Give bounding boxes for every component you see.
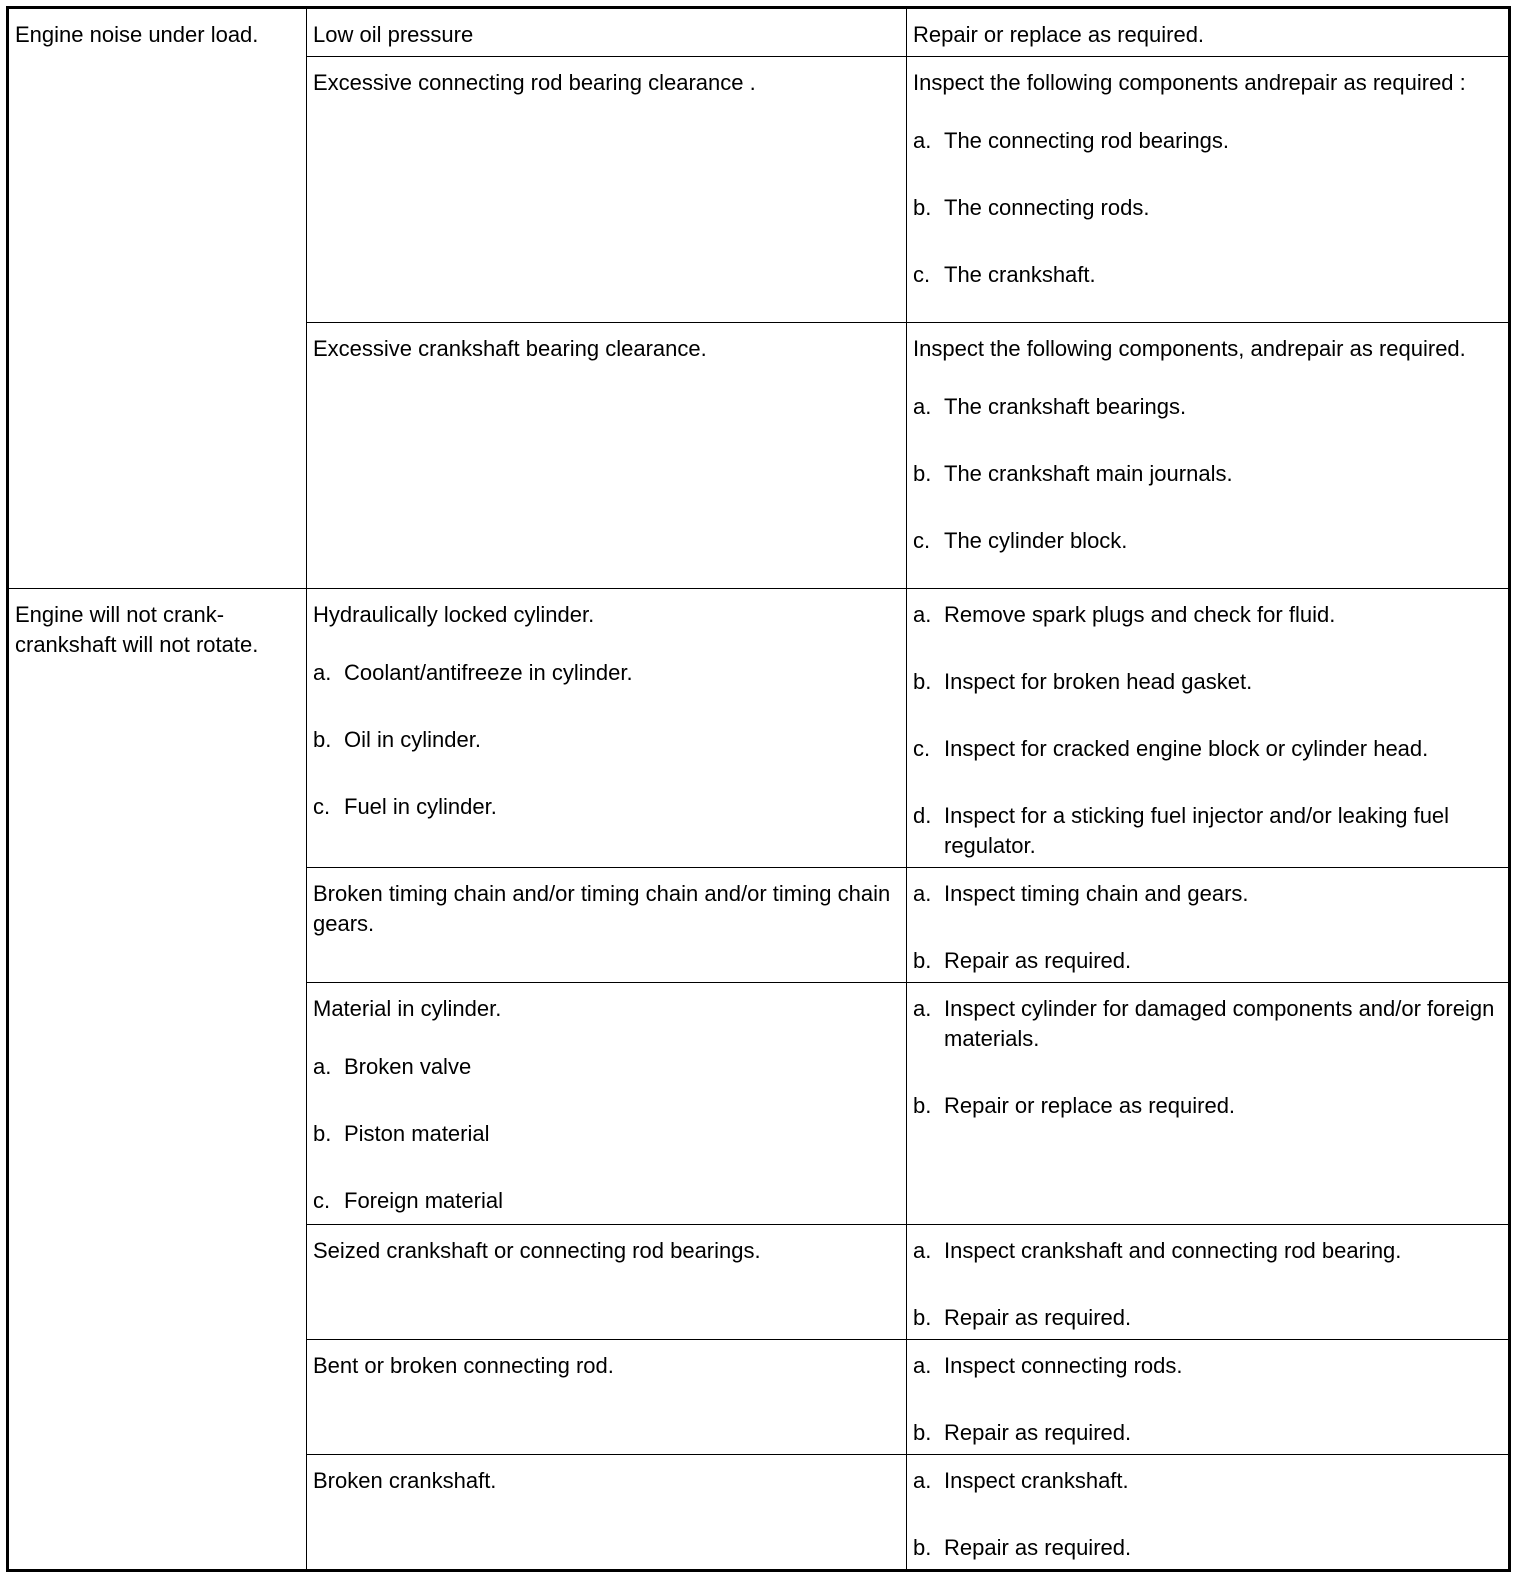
- list-item-text: The crankshaft bearings.: [944, 394, 1187, 419]
- list-marker: b.: [313, 727, 332, 752]
- list-item-text: Inspect for cracked engine block or cylinder head.: [944, 736, 1429, 761]
- action-list: [913, 879, 1502, 976]
- list-item-text: Broken valve: [344, 1054, 472, 1079]
- action-text: Inspect the following components andrepair as required :: [913, 70, 1466, 95]
- list-marker: b.: [913, 461, 932, 486]
- action-cell: [907, 868, 1510, 983]
- list-marker: a.: [913, 996, 932, 1021]
- list-item: [913, 667, 1502, 697]
- action-cell: [907, 1225, 1510, 1340]
- cause-text: Material in cylinder.: [313, 996, 502, 1021]
- cause-text: Broken crankshaft.: [313, 1468, 497, 1493]
- list-item-text: The cylinder block.: [944, 528, 1128, 553]
- list-marker: b.: [913, 1420, 932, 1445]
- action-list: [913, 994, 1502, 1121]
- action-cell: [907, 983, 1510, 1225]
- list-marker: a.: [913, 1353, 932, 1378]
- list-item: [913, 734, 1502, 764]
- list-item: [913, 526, 1502, 556]
- symptom-text: Engine will not crank-crankshaft will not rotate.: [15, 602, 259, 657]
- action-list: [913, 600, 1502, 861]
- diagnosis-table: [6, 6, 1511, 1572]
- list-item: [313, 658, 900, 688]
- list-marker: a.: [913, 1468, 932, 1493]
- cause-cell: [307, 1455, 907, 1571]
- action-list: [913, 1236, 1502, 1333]
- list-item-text: The crankshaft main journals.: [944, 461, 1233, 486]
- list-item-text: Repair or replace as required.: [944, 1093, 1236, 1118]
- table-row: [8, 8, 1510, 57]
- list-marker: c.: [913, 736, 931, 761]
- list-marker: b.: [913, 669, 932, 694]
- list-item: [913, 946, 1502, 976]
- table-row: [8, 589, 1510, 868]
- list-marker: a.: [913, 602, 932, 627]
- action-text: Inspect the following components, andrepair as required.: [913, 336, 1466, 361]
- list-marker: b.: [913, 1305, 932, 1330]
- action-text: Repair or replace as required.: [913, 22, 1205, 47]
- list-item: [913, 1091, 1502, 1121]
- list-item-text: Inspect for broken head gasket.: [944, 669, 1253, 694]
- cause-text: Excessive connecting rod bearing clearance .: [313, 70, 756, 95]
- cause-text: Seized crankshaft or connecting rod bearings.: [313, 1238, 761, 1263]
- list-item: [913, 1533, 1502, 1563]
- list-item-text: The crankshaft.: [944, 262, 1096, 287]
- cause-cell: [307, 1340, 907, 1455]
- list-marker: c.: [313, 1188, 331, 1213]
- list-item: [913, 1351, 1502, 1381]
- list-marker: b.: [913, 1535, 932, 1560]
- cause-list: [313, 1052, 900, 1216]
- cause-text: Broken timing chain and/or timing chain and/or timing chain gears.: [313, 881, 891, 936]
- action-list: [913, 126, 1502, 290]
- list-item: [313, 1119, 900, 1149]
- action-cell: [907, 8, 1510, 57]
- list-item: [913, 879, 1502, 909]
- list-item-text: Remove spark plugs and check for fluid.: [944, 602, 1336, 627]
- list-item-text: Repair as required.: [944, 1535, 1132, 1560]
- list-marker: c.: [913, 262, 931, 287]
- list-item: [913, 1466, 1502, 1496]
- cause-cell: [307, 323, 907, 589]
- symptom-cell: [8, 589, 307, 1571]
- list-item: [313, 1186, 900, 1216]
- list-item-text: Repair as required.: [944, 1305, 1132, 1330]
- list-item: [913, 1303, 1502, 1333]
- list-item-text: Oil in cylinder.: [344, 727, 481, 752]
- list-item: [913, 1418, 1502, 1448]
- action-cell: [907, 323, 1510, 589]
- list-item: [913, 126, 1502, 156]
- list-item-text: Coolant/antifreeze in cylinder.: [344, 660, 633, 685]
- action-list: [913, 1351, 1502, 1448]
- list-item-text: Inspect crankshaft.: [944, 1468, 1129, 1493]
- action-cell: [907, 589, 1510, 868]
- action-list: [913, 392, 1502, 556]
- list-marker: a.: [313, 660, 332, 685]
- list-item-text: Foreign material: [344, 1188, 503, 1213]
- list-item: [913, 994, 1502, 1054]
- cause-text: Hydraulically locked cylinder.: [313, 602, 595, 627]
- cause-cell: [307, 8, 907, 57]
- list-marker: d.: [913, 803, 932, 828]
- cause-cell: [307, 868, 907, 983]
- cause-cell: [307, 589, 907, 868]
- cause-cell: [307, 1225, 907, 1340]
- list-marker: c.: [313, 794, 331, 819]
- list-marker: b.: [313, 1121, 332, 1146]
- list-item: [313, 1052, 900, 1082]
- list-item: [913, 801, 1502, 861]
- list-item: [913, 459, 1502, 489]
- list-item-text: Repair as required.: [944, 948, 1132, 973]
- list-item-text: Inspect cylinder for damaged components and/or foreign materials.: [944, 996, 1495, 1051]
- list-marker: a.: [913, 881, 932, 906]
- list-item: [913, 193, 1502, 223]
- list-item: [313, 725, 900, 755]
- list-marker: b.: [913, 1093, 932, 1118]
- cause-list: [313, 658, 900, 822]
- cause-cell: [307, 57, 907, 323]
- list-item: [913, 392, 1502, 422]
- list-marker: a.: [913, 128, 932, 153]
- cause-cell: [307, 983, 907, 1225]
- list-item: [913, 260, 1502, 290]
- list-marker: b.: [913, 195, 932, 220]
- list-item-text: The connecting rods.: [944, 195, 1150, 220]
- cause-text: Bent or broken connecting rod.: [313, 1353, 614, 1378]
- list-item-text: Piston material: [344, 1121, 490, 1146]
- list-marker: a.: [313, 1054, 332, 1079]
- list-item-text: Inspect crankshaft and connecting rod bearing.: [944, 1238, 1402, 1263]
- cause-text: Excessive crankshaft bearing clearance.: [313, 336, 707, 361]
- action-cell: [907, 1340, 1510, 1455]
- action-cell: [907, 1455, 1510, 1571]
- action-cell: [907, 57, 1510, 323]
- list-item: [313, 792, 900, 822]
- list-marker: c.: [913, 528, 931, 553]
- list-item-text: The connecting rod bearings.: [944, 128, 1229, 153]
- list-item-text: Repair as required.: [944, 1420, 1132, 1445]
- list-marker: a.: [913, 394, 932, 419]
- list-item: [913, 600, 1502, 630]
- symptom-text: Engine noise under load.: [15, 22, 259, 47]
- list-item-text: Inspect for a sticking fuel injector and/or leaking fuel regulator.: [944, 803, 1450, 858]
- cause-text: Low oil pressure: [313, 22, 474, 47]
- list-item-text: Fuel in cylinder.: [344, 794, 497, 819]
- action-list: [913, 1466, 1502, 1563]
- list-item: [913, 1236, 1502, 1266]
- list-item-text: Inspect connecting rods.: [944, 1353, 1183, 1378]
- symptom-cell: [8, 8, 307, 589]
- list-item-text: Inspect timing chain and gears.: [944, 881, 1249, 906]
- list-marker: a.: [913, 1238, 932, 1263]
- list-marker: b.: [913, 948, 932, 973]
